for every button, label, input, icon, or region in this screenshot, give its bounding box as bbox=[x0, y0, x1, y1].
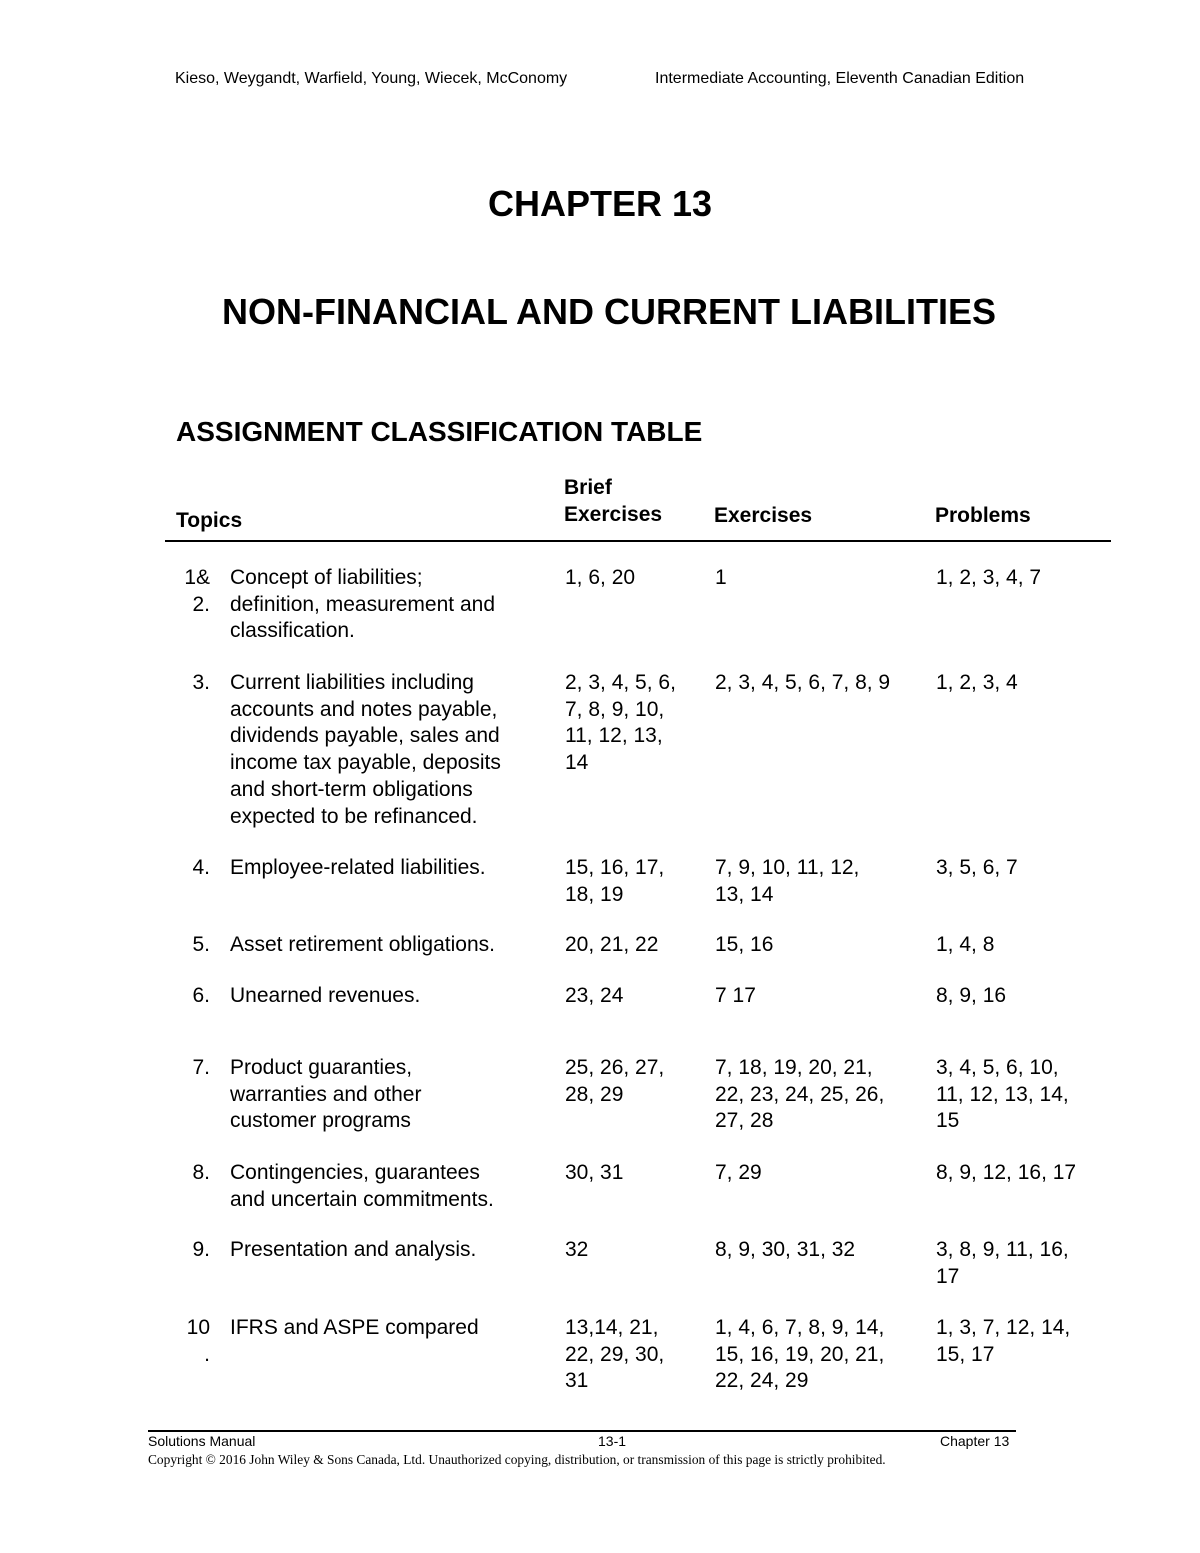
row-topic: Presentation and analysis. bbox=[230, 1238, 477, 1261]
section-title: ASSIGNMENT CLASSIFICATION TABLE bbox=[176, 416, 703, 447]
row-number: 4. bbox=[192, 856, 210, 879]
column-header-brief-exercises bbox=[564, 474, 662, 528]
column-header-problems: Problems bbox=[935, 504, 1031, 527]
footer-manual-label: Solutions Manual bbox=[148, 1433, 256, 1449]
row-number: 1& 2. bbox=[184, 566, 210, 616]
chapter-title: NON-FINANCIAL AND CURRENT LIABILITIES bbox=[222, 291, 996, 332]
row-brief-exercises: 20, 21, 22 bbox=[565, 933, 659, 956]
row-brief-exercises: 32 bbox=[565, 1238, 589, 1261]
row-number: 10 . bbox=[186, 1316, 210, 1366]
row-number: 6. bbox=[192, 984, 210, 1007]
table-header bbox=[165, 473, 1111, 542]
row-brief-exercises: 30, 31 bbox=[565, 1161, 624, 1184]
footer-page-number: 13-1 bbox=[598, 1433, 627, 1449]
copyright-notice: Copyright © 2016 John Wiley & Sons Canada, Ltd. Unauthorized copying, distribution, or transmission of this page is strictly prohibited. bbox=[148, 1452, 886, 1467]
row-problems: 3, 8, 9, 11, 16, 17 bbox=[936, 1238, 1069, 1288]
row-problems: 1, 4, 8 bbox=[936, 933, 995, 956]
row-topic: Current liabilities including accounts and notes payable, dividends payable, sales and income tax payable, deposits and short-term obligations expected to be refinanced. bbox=[230, 671, 501, 828]
row-number: 9. bbox=[192, 1238, 210, 1261]
row-topic: Employee-related liabilities. bbox=[230, 856, 486, 879]
row-brief-exercises: 25, 26, 27, 28, 29 bbox=[565, 1056, 665, 1106]
row-topic: Product guaranties, warranties and other customer programs bbox=[230, 1056, 422, 1133]
row-problems: 8, 9, 12, 16, 17 bbox=[936, 1161, 1077, 1184]
footer-rule bbox=[148, 1430, 1016, 1432]
row-problems: 3, 4, 5, 6, 10, 11, 12, 13, 14, 15 bbox=[936, 1056, 1069, 1133]
row-brief-exercises: 2, 3, 4, 5, 6, 7, 8, 9, 10, 11, 12, 13, 14 bbox=[565, 671, 676, 775]
row-number: 8. bbox=[192, 1161, 210, 1184]
row-problems: 1, 2, 3, 4, 7 bbox=[936, 566, 1042, 589]
row-brief-exercises: 1, 6, 20 bbox=[565, 566, 636, 589]
row-number: 7. bbox=[192, 1056, 210, 1079]
row-topic: Asset retirement obligations. bbox=[230, 933, 495, 956]
row-exercises: 7 17 bbox=[715, 984, 756, 1007]
row-exercises: 1, 4, 6, 7, 8, 9, 14, 15, 16, 19, 20, 21, 22, 24, 29 bbox=[715, 1316, 885, 1393]
row-problems: 8, 9, 16 bbox=[936, 984, 1007, 1007]
row-number: 5. bbox=[192, 933, 210, 956]
row-topic: IFRS and ASPE compared bbox=[230, 1316, 479, 1339]
row-number: 3. bbox=[192, 671, 210, 694]
row-problems: 1, 2, 3, 4 bbox=[936, 671, 1018, 694]
running-header-book-title: Intermediate Accounting, Eleventh Canadian Edition bbox=[655, 70, 1025, 87]
column-header-topics: Topics bbox=[176, 509, 243, 532]
row-exercises: 15, 16 bbox=[715, 933, 774, 956]
row-exercises: 2, 3, 4, 5, 6, 7, 8, 9 bbox=[715, 671, 891, 694]
row-exercises: 8, 9, 30, 31, 32 bbox=[715, 1238, 856, 1261]
row-exercises: 7, 9, 10, 11, 12, 13, 14 bbox=[715, 856, 860, 906]
column-header-exercises: Exercises bbox=[714, 504, 813, 527]
row-topic: Concept of liabilities; definition, measurement and classification. bbox=[230, 566, 495, 643]
row-topic: Contingencies, guarantees and uncertain commitments. bbox=[230, 1161, 494, 1211]
row-brief-exercises: 13,14, 21, 22, 29, 30, 31 bbox=[565, 1316, 665, 1393]
row-topic: Unearned revenues. bbox=[230, 984, 421, 1007]
row-problems: 1, 3, 7, 12, 14, 15, 17 bbox=[936, 1316, 1071, 1366]
row-exercises: 7, 18, 19, 20, 21, 22, 23, 24, 25, 26, 27, 28 bbox=[715, 1056, 885, 1133]
footer-chapter-label: Chapter 13 bbox=[940, 1433, 1010, 1449]
row-brief-exercises: 23, 24 bbox=[565, 984, 624, 1007]
chapter-number: CHAPTER 13 bbox=[487, 183, 713, 224]
row-problems: 3, 5, 6, 7 bbox=[936, 856, 1018, 879]
row-exercises: 1 bbox=[715, 566, 727, 589]
column-header-brief-line1: Brief bbox=[564, 476, 612, 499]
row-brief-exercises: 15, 16, 17, 18, 19 bbox=[565, 856, 665, 906]
column-header-brief-line2: Exercises bbox=[564, 503, 663, 526]
row-exercises: 7, 29 bbox=[715, 1161, 762, 1184]
running-header-authors: Kieso, Weygandt, Warfield, Young, Wiecek, McConomy bbox=[175, 70, 568, 87]
